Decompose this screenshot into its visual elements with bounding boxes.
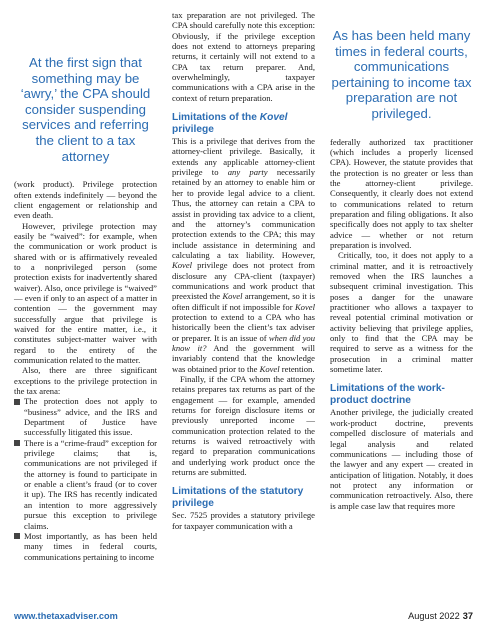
column-3 [330,10,473,511]
bullet-square-icon [14,440,20,446]
bullet-item [14,438,157,531]
footer-url[interactable]: www.thetaxadviser.com [14,611,118,621]
bullet-item [14,396,157,437]
paragraph: This is a privilege that derives from the attorney-client privilege. Basically, it extends any applicable attorney-client privilege to any party necessarily retained by an attorney to enable him or her to provide legal advice to a client. Thus, the attorney can retain a CPA to assist in providing tax advice to a client, and the attorney’s communication protection extends to the CPA; this may include assistance in determining and calculating a tax liability. However, Kovel privilege does not protect from disclosure any CPA-client (taxpayer) communications and work product that preexisted the Kovel arrangement, so it is often difficult if not impossible for Kovel protection to extend to a CPA who has historically been the client’s tax adviser or preparer. It is an issue of when did you know it? And the government will invariably contend that the knowledge was obtained prior to the Kovel retention. [172,136,316,374]
column-1 [14,10,157,562]
paragraph: However, privilege protection may easily be “waived”: for example, when the communication or work product is shared with or is affirmatively revealed to a nonprivileged person (some protection exists for inadvertently shared waiver). Also, once privilege is “waived” — even if only to an aspect of a matter in contention — the government may successfully argue that privilege is waived for the entire matter, i.e., it constitutes subject-matter waiver with regard to the entirety of the communication related to the matter. [14,220,157,365]
section-heading-statutory: Limitations of the statutory privilege [172,486,304,509]
bullet-text: Most importantly, as has been held many times in federal courts, communications pertaining to income [24,530,157,562]
bullet-item [14,531,157,562]
paragraph: Finally, if the CPA whom the attorney retains prepares tax returns as part of the engagement — for example, amended returns for foreign disclosure items or previously unreported income — communication protection related to the returns is waived retroactively with regard to preparation communications and underlying work product once the returns are submitted. [172,374,315,478]
bullet-text: There is a “crime-fraud” exception for privilege claims; that is, communications are not privileged if the attorney is found to participate in or enable a client’s fraud (or to cover it up). The IRS has recently indicated an intention to more aggressively pursue this exception to privilege claims. [24,437,157,531]
paragraph: tax preparation are not privileged. The CPA should carefully note this exception: Obviously, if the privilege exception does not extend to attorneys preparing returns, it certainly will not extend to a CPA tax return preparer. And, overwhelmingly, taxpayer communications with a CPA arise in the context of return preparation. [172,10,315,103]
paragraph: (work product). Privilege protection often extends indefinitely — beyond the client engagement or relationship and even death. [14,179,157,221]
paragraph: Another privilege, the judicially created work-product doctrine, prevents compelled disclosure of materials and legal analysis and related communications — including those of the lawyer and any expert — created in anticipation of litigation. Notably, it does not protect any information or communication retroactively. Also, there is ample case law that requires more [330,407,473,511]
bullet-text: The protection does not apply to “business” advice, and the IRS and Department of Justice have successfully litigated this issue. [24,396,157,438]
section-heading-work-product: Limitations of the work-product doctrine [330,383,445,406]
paragraph: Also, there are three significant exceptions to the privilege protection in the tax arena: [14,365,157,397]
pull-quote-2: As has been held many times in federal courts, communications pertaining to income tax preparation are not privileged. [331,28,472,121]
pull-quote-1: At the first sign that something may be ‘awry,’ the CPA should consider suspending services and referring the client to a tax attorney [20,55,151,164]
bullet-square-icon [14,533,20,539]
bullet-square-icon [14,399,20,405]
section-heading-kovel: Limitations of the Kovel privilege [172,112,288,135]
page-number: 37 [462,611,473,621]
footer-date: August 2022 [408,611,460,621]
footer-date-page [408,611,473,621]
page-footer [14,611,473,625]
paragraph: Critically, too, it does not apply to a criminal matter, and it is retroactively removed when the IRS launches a subsequent criminal investigation. This poses a danger for the unaware practitioner who allows a taxpayer to reveal potential criminal motivation or activity believing that privilege applies, only to find that the CPA may be required to serve as a witness for the prosecution in a criminal matter sometime later. [330,250,473,375]
column-2 [172,10,315,531]
paragraph: Sec. 7525 provides a statutory privilege for taxpayer communication with a [172,510,315,531]
paragraph: federally authorized tax practitioner (which includes a properly licensed CPA). However, the statute provides that the protection is no greater or less than the attorney-client privilege. Consequently, it clearly does not extend to communications related to return preparation and filing obligations. It also specifically does not apply to tax shelter advice — whether or not return preparation is involved. [330,136,473,250]
